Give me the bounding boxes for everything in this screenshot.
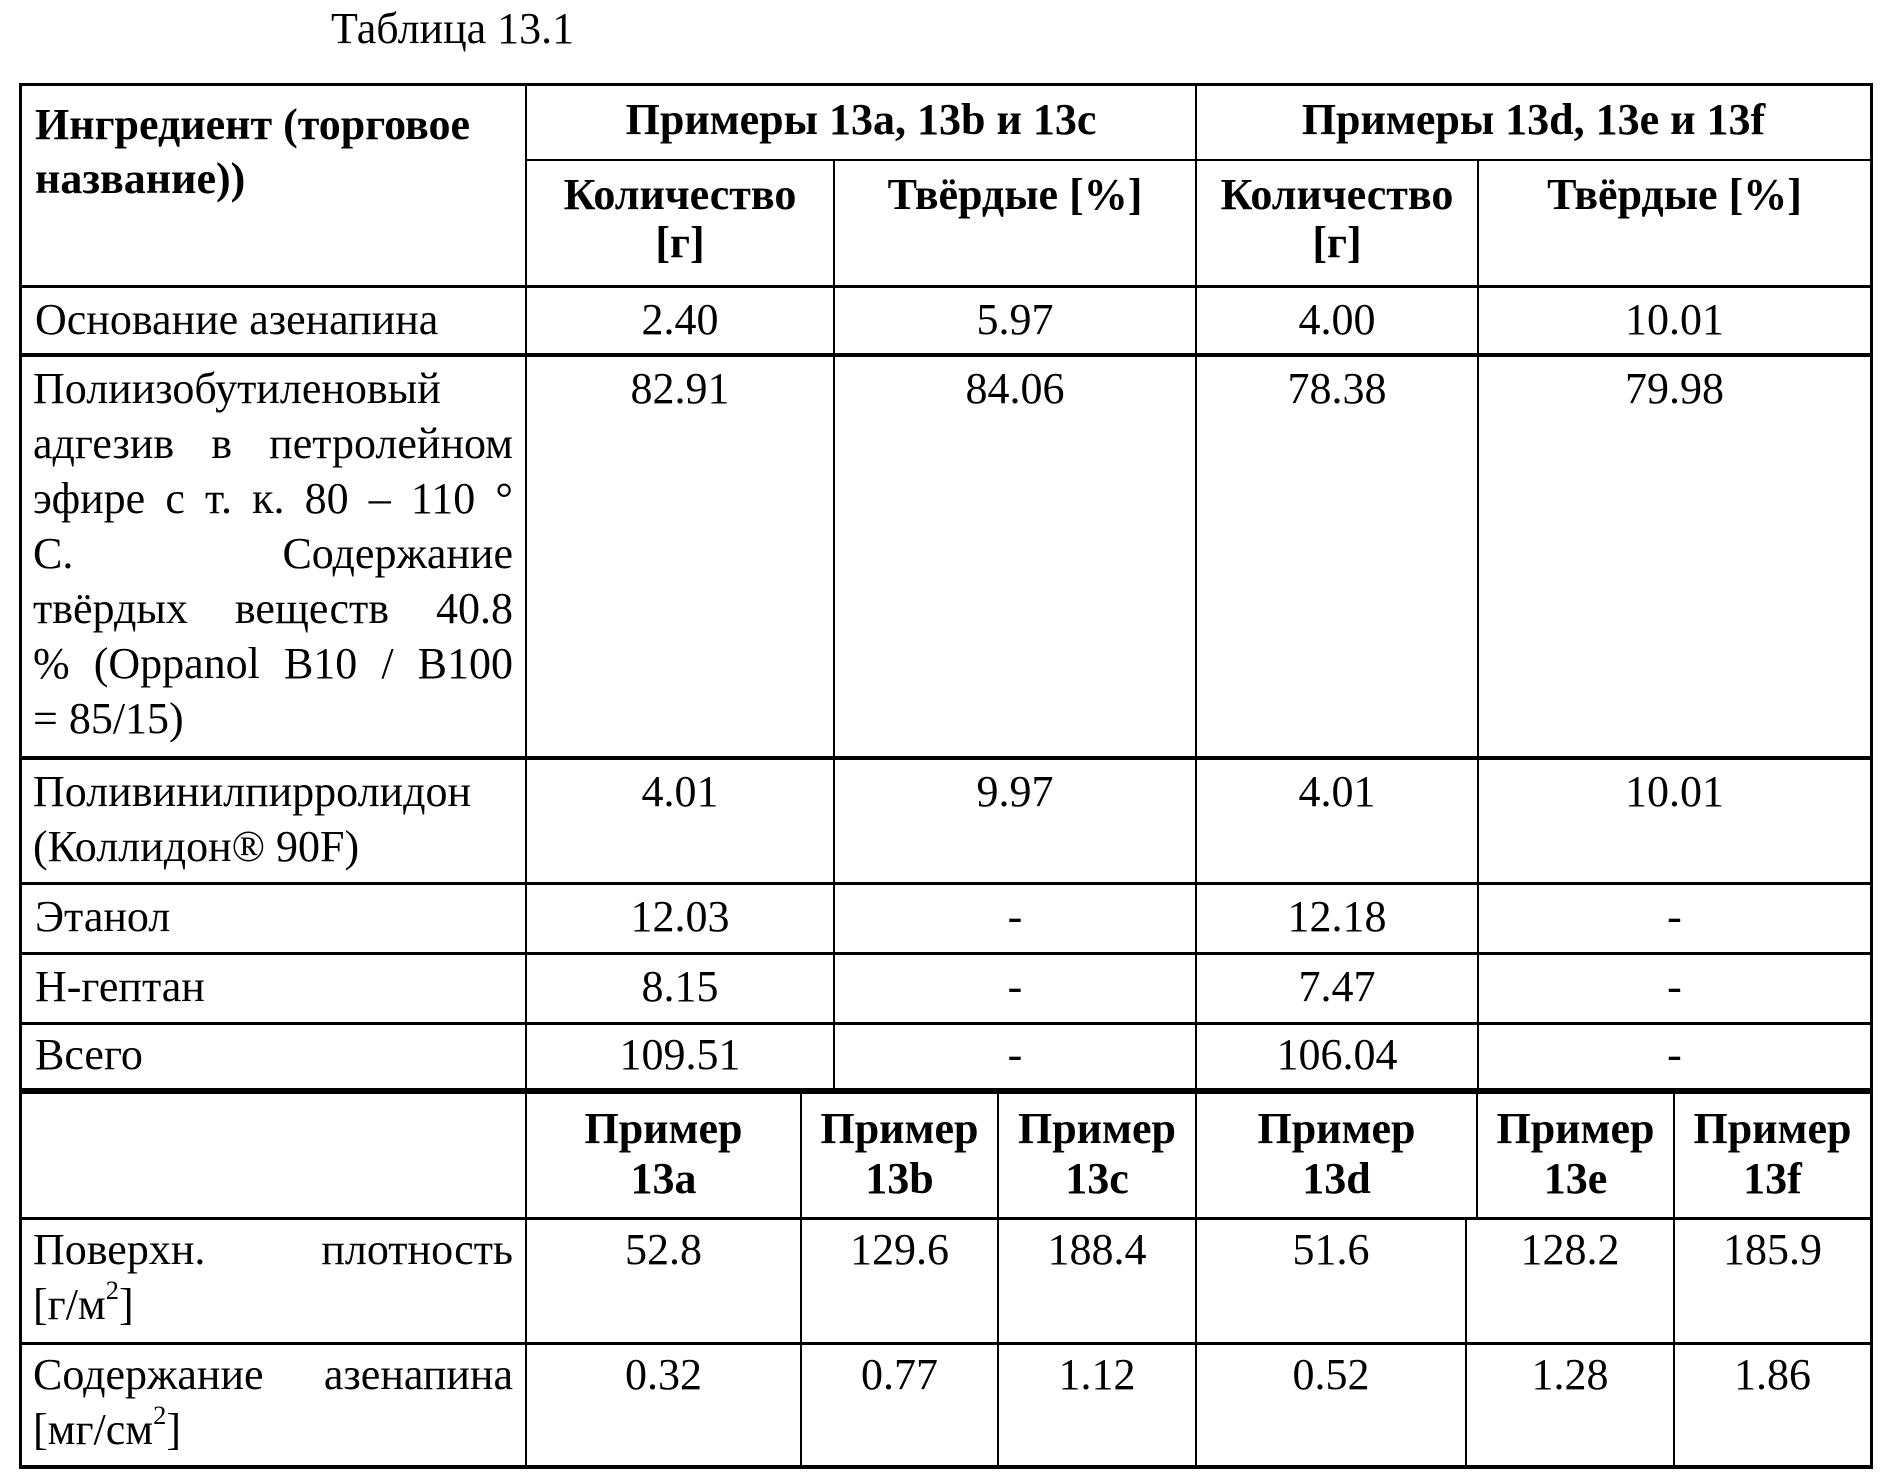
results-row-1-13b: 129.6 bbox=[850, 1225, 949, 1274]
row-1-g1-amount: 2.40 bbox=[641, 295, 719, 344]
row-6-g1-amount: 109.51 bbox=[619, 1030, 741, 1079]
results-header-13f bbox=[1675, 1094, 1870, 1204]
header-ingredient bbox=[22, 86, 525, 285]
header-g1-amount bbox=[527, 161, 833, 285]
row-4-ingredient-text: Этанол bbox=[35, 892, 171, 941]
row-1-ingredient bbox=[22, 288, 525, 353]
results-header-13a bbox=[527, 1094, 800, 1204]
results-row-2-13c: 1.12 bbox=[1058, 1350, 1136, 1399]
row-2-g2-solids: 79.98 bbox=[1625, 364, 1724, 413]
results-header-13e-l2: 13e bbox=[1543, 1154, 1608, 1203]
header-group-2 bbox=[1197, 86, 1870, 159]
row-1-ingredient-text: Основание азенапина bbox=[35, 295, 439, 344]
row-1-g2-amount: 4.00 bbox=[1298, 295, 1376, 344]
header-g1-amount-text: Количество [г] bbox=[563, 170, 797, 267]
results-header-13d bbox=[1197, 1094, 1476, 1204]
row-5-g2-amount: 7.47 bbox=[1298, 962, 1376, 1011]
header-g1-solids bbox=[835, 161, 1195, 285]
row-3-g2-solids: 10.01 bbox=[1625, 767, 1724, 816]
results-row-2-label-word-2: азенапина bbox=[323, 1350, 513, 1399]
row-2-ingredient-line-4: С. Содержание bbox=[33, 529, 513, 578]
results-row-2-13f: 1.86 bbox=[1734, 1350, 1811, 1399]
results-row-1-13d: 51.6 bbox=[1292, 1225, 1370, 1274]
header-ingredient-text: Ингредиент (торговое название)) bbox=[35, 100, 471, 203]
row-2-ingredient bbox=[22, 357, 525, 756]
row-5-g2-solids: - bbox=[1667, 962, 1682, 1011]
results-header-13d-l2: 13d bbox=[1302, 1154, 1371, 1203]
row-2-ingredient-line-6: % (Oppanol B10 / B100 bbox=[33, 639, 513, 688]
results-row-2-13d: 0.52 bbox=[1292, 1350, 1370, 1399]
results-header-13c-l1: Пример bbox=[1017, 1104, 1177, 1153]
header-group-1 bbox=[527, 86, 1195, 159]
header-group-1-text: Примеры 13a, 13b и 13c bbox=[625, 95, 1097, 144]
row-6-g1-solids: - bbox=[1007, 1030, 1023, 1079]
results-header-13c bbox=[999, 1094, 1195, 1204]
header-g2-solids bbox=[1479, 161, 1870, 285]
results-row-2-unit-sup: 2 bbox=[153, 1400, 167, 1431]
row-1-g1-solids: 5.97 bbox=[976, 295, 1054, 344]
results-row-2-13a: 0.32 bbox=[625, 1350, 702, 1399]
row-2-ingredient-line-2: адгезив в петролейном bbox=[33, 419, 513, 468]
row-3-ingredient-line-2: (Коллидон® 90F) bbox=[33, 822, 360, 871]
row-5-g1-amount: 8.15 bbox=[641, 962, 719, 1011]
results-header-13a-l1: Пример bbox=[584, 1104, 743, 1153]
row-3-g1-solids: 9.97 bbox=[976, 767, 1054, 816]
results-row-2-unit-close: ] bbox=[166, 1405, 181, 1454]
results-header-13c-l2: 13c bbox=[1065, 1154, 1129, 1203]
results-row-1-13a: 52.8 bbox=[625, 1225, 702, 1274]
row-5-ingredient bbox=[22, 955, 525, 1014]
row-3-g2-amount: 4.01 bbox=[1298, 767, 1376, 816]
table-border-right bbox=[1870, 83, 1873, 1469]
results-header-13d-l1: Пример bbox=[1257, 1104, 1416, 1153]
results-row-2-label bbox=[22, 1345, 525, 1465]
row-2-ingredient-line-1: Полиизобутиленовый bbox=[33, 364, 441, 413]
results-row-2-label-word-1: Содержание bbox=[33, 1350, 264, 1399]
header-g2-amount bbox=[1197, 161, 1477, 285]
results-row-1-label-line-1 bbox=[33, 1222, 513, 1277]
results-row-1-label-word-2: плотность bbox=[321, 1225, 513, 1274]
results-row-1-unit-sup: 2 bbox=[105, 1275, 119, 1306]
row-2-ingredient-line-5: твёрдых веществ 40.8 bbox=[33, 584, 513, 633]
row-5-ingredient-text: Н-гептан bbox=[35, 962, 205, 1011]
results-row-1-label-word-1: Поверхн. bbox=[33, 1225, 206, 1274]
results-row-1-unit bbox=[33, 1277, 513, 1332]
results-row-1-13f: 185.9 bbox=[1723, 1225, 1822, 1274]
row-6-ingredient bbox=[22, 1025, 525, 1082]
results-row-2-label-line-1 bbox=[33, 1347, 513, 1402]
results-row-1-13e: 128.2 bbox=[1520, 1225, 1620, 1274]
header-g2-solids-text: Твёрдые [%] bbox=[1547, 170, 1802, 219]
results-header-13a-l2: 13a bbox=[630, 1154, 697, 1203]
results-header-13e bbox=[1478, 1094, 1673, 1204]
row-5-g1-solids: - bbox=[1007, 962, 1023, 1011]
results-header-13b-l1: Пример bbox=[820, 1104, 979, 1153]
results-row-2-13e: 1.28 bbox=[1531, 1350, 1609, 1399]
row-3-ingredient-line-1: Поливинилпирролидон bbox=[33, 767, 472, 816]
header-g2-amount-text: Количество [г] bbox=[1220, 170, 1454, 267]
row-2-ingredient-line-3: эфире с т. к. 80 – 110 ° bbox=[33, 474, 513, 523]
results-header-13b bbox=[802, 1094, 997, 1204]
results-row-1-unit-close: ] bbox=[118, 1280, 134, 1329]
row-1-g2-solids: 10.01 bbox=[1625, 295, 1724, 344]
row-2-g1-amount: 82.91 bbox=[630, 364, 730, 413]
results-header-13f-l2: 13f bbox=[1743, 1154, 1802, 1203]
table-title: Таблица 13.1 bbox=[331, 4, 575, 53]
results-row-1-label bbox=[22, 1220, 525, 1342]
results-row-2-13b: 0.77 bbox=[861, 1350, 938, 1399]
row-3-ingredient bbox=[22, 760, 525, 882]
results-row-1-13c: 188.4 bbox=[1047, 1225, 1147, 1274]
row-4-g1-solids: - bbox=[1007, 892, 1023, 941]
header-group-2-text: Примеры 13d, 13e и 13f bbox=[1301, 95, 1766, 144]
row-6-ingredient-text: Всего bbox=[35, 1030, 143, 1079]
row-3-g1-amount: 4.01 bbox=[641, 767, 719, 816]
header-g1-solids-text: Твёрдые [%] bbox=[887, 170, 1143, 219]
table-border-bottom bbox=[20, 1465, 1873, 1469]
row-2-g1-solids: 84.06 bbox=[965, 364, 1065, 413]
row-2-ingredient-line-7: = 85/15) bbox=[33, 694, 184, 743]
results-row-2-unit bbox=[33, 1402, 513, 1457]
row-4-g2-amount: 12.18 bbox=[1287, 892, 1387, 941]
results-row-2-unit-base: [мг/см bbox=[33, 1405, 154, 1454]
results-header-13f-l1: Пример bbox=[1693, 1104, 1852, 1153]
row-4-g1-amount: 12.03 bbox=[630, 892, 730, 941]
row-4-ingredient bbox=[22, 885, 525, 944]
results-row-1-unit-base: [г/м bbox=[33, 1280, 106, 1329]
row-6-g2-solids: - bbox=[1667, 1030, 1682, 1079]
results-header-13e-l1: Пример bbox=[1496, 1104, 1655, 1153]
results-header-13b-l2: 13b bbox=[865, 1154, 934, 1203]
row-4-g2-solids: - bbox=[1667, 892, 1682, 941]
row-6-g2-amount: 106.04 bbox=[1276, 1030, 1398, 1079]
row-2-g2-amount: 78.38 bbox=[1287, 364, 1387, 413]
